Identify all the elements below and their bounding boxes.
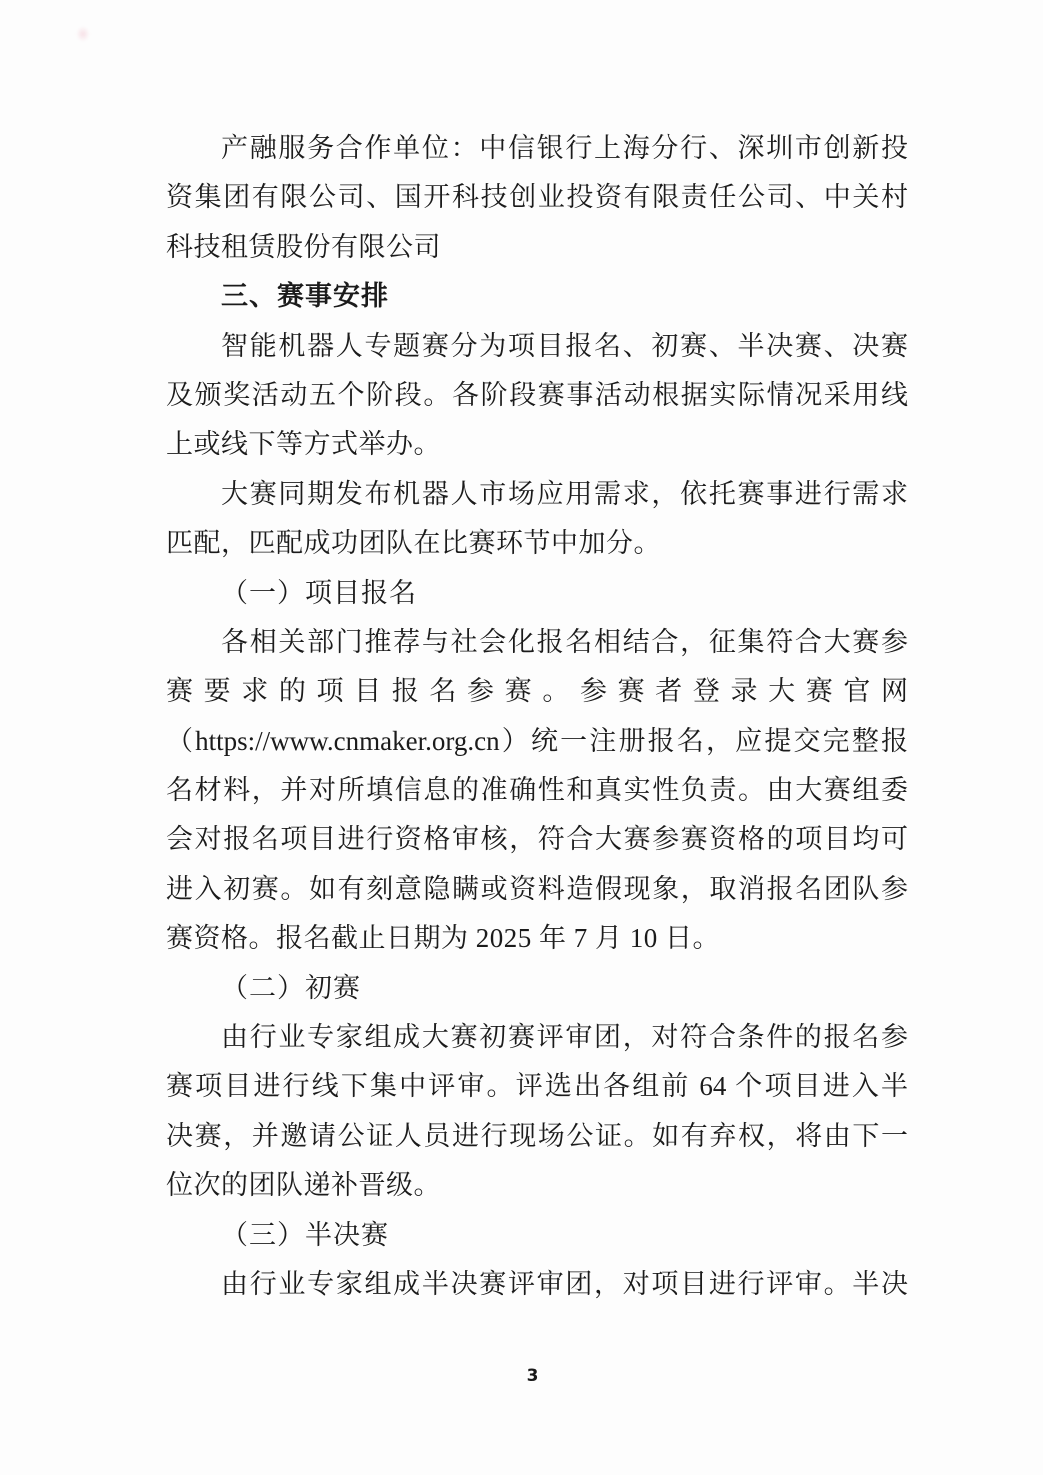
paragraph-line: 赛项目进行线下集中评审。评选出各组前 64 个项目进入半 xyxy=(166,1071,908,1102)
paragraph-line: 赛资格。报名截止日期为 2025 年 7 月 10 日。 xyxy=(166,923,720,954)
paragraph-line: 各相关部门推荐与社会化报名相结合，征集符合大赛参 xyxy=(221,626,908,657)
paragraph-line: 进入初赛。如有刻意隐瞒或资料造假现象，取消报名团队参 xyxy=(166,873,908,904)
page-number: 3 xyxy=(526,1366,539,1386)
scan-artifact xyxy=(76,26,90,42)
paragraph-line: 位次的团队递补晋级。 xyxy=(166,1170,441,1201)
paragraph-line: 会对报名项目进行资格审核，符合大赛参赛资格的项目均可 xyxy=(166,824,908,855)
subsection-heading-1: （一）项目报名 xyxy=(221,577,417,608)
paragraph-line: 匹配，匹配成功团队在比赛环节中加分。 xyxy=(166,528,661,559)
subsection-heading-2: （二）初赛 xyxy=(221,972,361,1003)
paragraph-line: 产融服务合作单位：中信银行上海分行、深圳市创新投 xyxy=(221,133,908,163)
paragraph-line: 决赛，并邀请公证人员进行现场公证。如有弃权，将由下一 xyxy=(166,1120,908,1151)
paragraph-line: 上或线下等方式举办。 xyxy=(166,429,441,460)
paragraph-line: 名材料，并对所填信息的准确性和真实性负责。由大赛组委 xyxy=(166,775,908,806)
paragraph-line: 资集团有限公司、国开科技创业投资有限责任公司、中关村 xyxy=(166,182,908,213)
section-heading: 三、赛事安排 xyxy=(221,281,389,312)
paragraph-line: 大赛同期发布机器人市场应用需求，依托赛事进行需求 xyxy=(221,478,908,509)
paragraph-line: 赛要求的项目报名参赛。参赛者登录大赛官网 xyxy=(166,676,908,707)
paragraph-line: 智能机器人专题赛分为项目报名、初赛、半决赛、决赛 xyxy=(221,330,908,361)
paragraph-line: （https://www.cnmaker.org.cn）统一注册报名，应提交完整报 xyxy=(166,725,908,756)
paragraph-line: 由行业专家组成半决赛评审团，对项目进行评审。半决 xyxy=(221,1268,908,1299)
paragraph-line: 及颁奖活动五个阶段。各阶段赛事活动根据实际情况采用线 xyxy=(166,379,908,410)
paragraph-line: 由行业专家组成大赛初赛评审团，对符合条件的报名参 xyxy=(221,1022,908,1053)
paragraph-line: 科技租赁股份有限公司 xyxy=(166,231,441,262)
subsection-heading-3: （三）半决赛 xyxy=(221,1219,389,1250)
document-body xyxy=(166,124,908,1309)
